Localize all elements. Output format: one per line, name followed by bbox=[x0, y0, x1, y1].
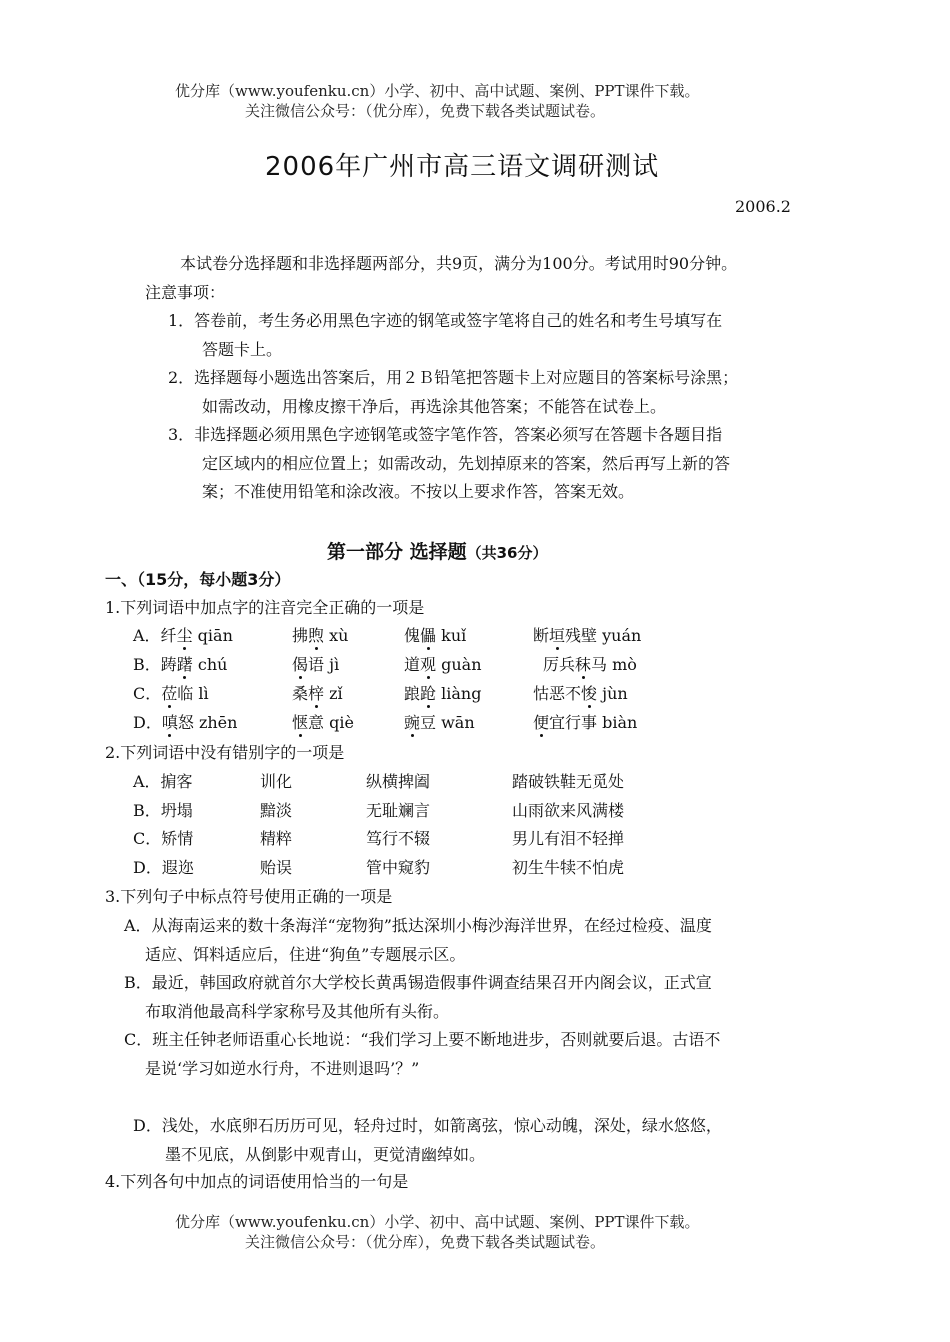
note-1-line1: 1．答卷前，考生务必用黑色字迹的钢笔或签字笔将自己的姓名和考生号填写在 bbox=[168, 311, 723, 330]
site-footer-line2: 关注微信公众号：（优分库），免费下载各类试题试卷。 bbox=[245, 1233, 606, 1251]
q1-d-1: D．嗔怒 zhēn bbox=[133, 713, 238, 732]
q2-a-4: 踏破铁鞋无觅处 bbox=[512, 772, 625, 791]
exam-date: 2006.2 bbox=[735, 197, 791, 216]
part1-title: 第一部分 选择题 bbox=[327, 541, 467, 563]
q1-c-1: C．莅临 lì bbox=[133, 684, 209, 703]
note-2-line1: 2．选择题每小题选出答案后，用２Ｂ铅笔把答题卡上对应题目的答案标号涂黑； bbox=[168, 368, 739, 387]
note-3-line1: 3．非选择题必须用黑色字迹钢笔或签字笔作答，答案必须写在答题卡各题目指 bbox=[168, 425, 723, 444]
note-3-line3: 案；不准使用铅笔和涂改液。不按以上要求作答，答案无效。 bbox=[202, 482, 635, 501]
q2-a-3: 纵横捭阖 bbox=[366, 772, 431, 791]
notes-label: 注意事项： bbox=[145, 283, 226, 302]
q2-c-4: 男儿有泪不轻掸 bbox=[512, 829, 625, 848]
q2-c-3: 笃行不辍 bbox=[366, 829, 431, 848]
page-title: 2006年广州市高三语文调研测试 bbox=[265, 152, 660, 182]
q1-b-3: 道观 guàn bbox=[404, 655, 482, 674]
q3-stem: 3.下列句子中标点符号使用正确的一项是 bbox=[105, 887, 393, 906]
q1-c-2: 桑梓 zǐ bbox=[292, 684, 343, 703]
note-2-line2: 如需改动，用橡皮擦干净后，再选涂其他答案；不能答在试卷上。 bbox=[202, 397, 667, 416]
q1-b-4: 厉兵秣马 mò bbox=[543, 655, 637, 674]
q3-option-c-line2: 是说‘学习如逆水行舟，不进则退吗’？” bbox=[145, 1059, 420, 1078]
section-one-label: 一、（15分，每小题3分） bbox=[105, 570, 291, 589]
q3-option-b-line2: 布取消他最高科学家称号及其他所有头衔。 bbox=[145, 1002, 450, 1021]
q1-c-4: 怙恶不悛 jùn bbox=[533, 684, 628, 703]
q1-d-2: 惬意 qiè bbox=[292, 713, 354, 732]
q2-d-3: 管中窥豹 bbox=[366, 858, 431, 877]
q2-d-4: 初生牛犊不怕虎 bbox=[512, 858, 625, 877]
q3-option-a-line1: A．从海南运来的数十条海洋“宠物狗”抵达深圳小梅沙海洋世界，在经过检疫、温度 bbox=[124, 916, 712, 935]
q1-d-3: 豌豆 wān bbox=[404, 713, 475, 732]
q2-b-1: B．坍塌 bbox=[133, 801, 193, 820]
q3-option-d-line1: D．浅处，水底卵石历历可见，轻舟过时，如箭离弦，惊心动魄，深处，绿水悠悠， bbox=[133, 1116, 722, 1135]
q3-option-b-line1: B．最近，韩国政府就首尔大学校长黄禹锡造假事件调查结果召开内阁会议，正式宣 bbox=[124, 973, 712, 992]
q2-d-2: 贻误 bbox=[260, 858, 293, 877]
q2-c-1: C．矫情 bbox=[133, 829, 194, 848]
q1-b-1: B．踌躇 chú bbox=[133, 655, 228, 674]
q1-a-2: 拂煦 xù bbox=[292, 626, 349, 645]
note-1-line2: 答题卡上。 bbox=[202, 340, 283, 359]
q2-a-2: 训化 bbox=[260, 772, 293, 791]
q3-option-c-line1: C．班主任钟老师语重心长地说：“我们学习上要不断地进步，否则就要后退。古语不 bbox=[124, 1030, 721, 1049]
q4-stem: 4.下列各句中加点的词语使用恰当的一句是 bbox=[105, 1172, 409, 1191]
q1-d-4: 便宜行事 biàn bbox=[533, 713, 638, 732]
q2-b-2: 黯淡 bbox=[260, 801, 293, 820]
q3-option-d-line2: 墨不见底，从倒影中观青山，更觉清幽绰如。 bbox=[165, 1145, 486, 1164]
q1-a-3: 傀儡 kuǐ bbox=[404, 626, 467, 645]
q1-c-3: 踉跄 liàng bbox=[404, 684, 482, 703]
q1-a-1: A．纤尘 qiān bbox=[133, 626, 233, 645]
site-banner-line2: 关注微信公众号：（优分库），免费下载各类试题试卷。 bbox=[245, 102, 606, 120]
q2-stem: 2.下列词语中没有错别字的一项是 bbox=[105, 743, 345, 762]
site-banner-line1: 优分库（www.youfenku.cn）小学、初中、高中试题、案例、PPT课件下载。 bbox=[175, 82, 700, 100]
q1-a-4: 断垣残壁 yuán bbox=[533, 626, 642, 645]
note-3-line2: 定区域内的相应位置上；如需改动，先划掉原来的答案，然后再写上新的答 bbox=[202, 454, 731, 473]
part1-heading bbox=[327, 537, 548, 564]
q1-b-2: 偈语 jì bbox=[292, 655, 340, 674]
part1-points: （共36分） bbox=[466, 544, 548, 562]
q1-stem: 1.下列词语中加点字的注音完全正确的一项是 bbox=[105, 598, 425, 617]
q2-c-2: 精粹 bbox=[260, 829, 293, 848]
q3-option-a-line2: 适应、饵料适应后，住进“狗鱼”专题展示区。 bbox=[145, 945, 466, 964]
q2-b-4: 山雨欲来风满楼 bbox=[512, 801, 625, 820]
q2-b-3: 无耻斓言 bbox=[366, 801, 431, 820]
intro-text: 本试卷分选择题和非选择题两部分，共9页，满分为100分。考试用时90分钟。 bbox=[180, 254, 738, 273]
site-footer-line1: 优分库（www.youfenku.cn）小学、初中、高中试题、案例、PPT课件下载。 bbox=[175, 1213, 700, 1231]
q2-d-1: D．遐迩 bbox=[133, 858, 194, 877]
q2-a-1: A．掮客 bbox=[133, 772, 193, 791]
